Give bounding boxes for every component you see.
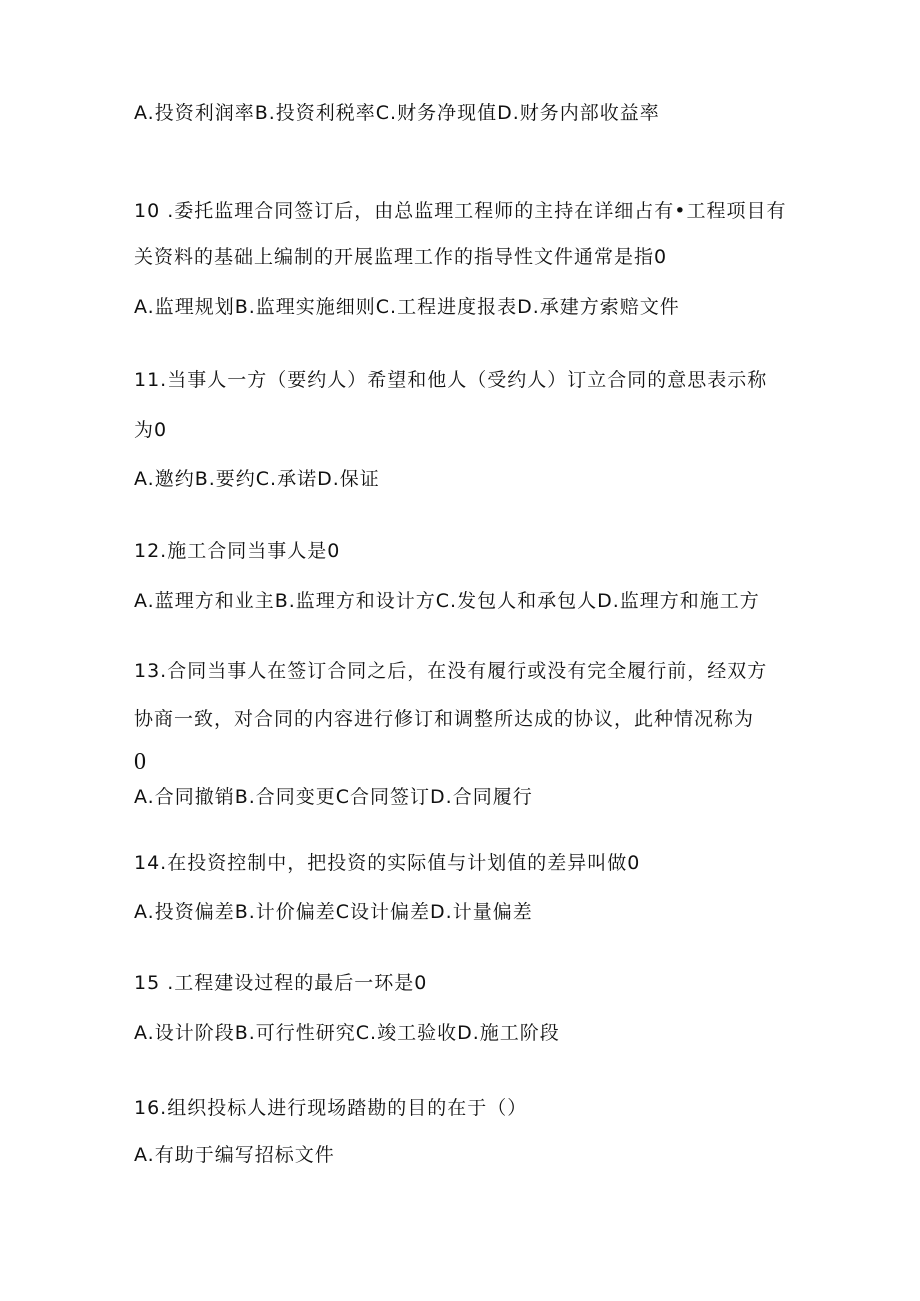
q12-stem: 12.施工合同当事人是0 xyxy=(134,540,341,562)
q14-stem: 14.在投资控制中，把投资的实际值与计划值的差异叫做0 xyxy=(134,852,641,874)
q15-options: A.设计阶段B.可行性研究C.竣工验收D.施工阶段 xyxy=(134,1022,560,1044)
q14-options: A.投资偏差B.计价偏差C设计偏差D.计量偏差 xyxy=(134,901,533,923)
q10-stem-line2: 关资料的基础上编制的开展监理工作的指导性文件通常是指0 xyxy=(134,246,668,268)
q10-options: A.监理规划B.监理实施细则C.工程进度报表D.承建方索赔文件 xyxy=(134,296,680,318)
q15-stem: 15 .工程建设过程的最后一环是0 xyxy=(134,972,428,994)
q13-options: A.合同撤销B.合同变更C合同签订D.合同履行 xyxy=(134,786,533,808)
q11-options: A.邀约B.要约C.承诺D.保证 xyxy=(134,468,380,490)
q13-stem-line2: 协商一致，对合同的内容进行修订和调整所达成的协议，此种情况称为 xyxy=(134,708,755,730)
q11-stem-line2: 为0 xyxy=(134,419,168,441)
q12-options: A.蓝理方和业主B.监理方和设计方C.发包人和承包人D.监理方和施工方 xyxy=(134,590,760,612)
q13-stem-line1: 13.合同当事人在签订合同之后，在没有履行或没有完全履行前，经双方 xyxy=(134,660,768,682)
q16-stem: 16.组织投标人进行现场踏勘的目的在于（） xyxy=(134,1097,528,1119)
q13-stem-line3: 0 xyxy=(134,749,147,775)
q11-stem-line1: 11.当事人一方（要约人）希望和他人（受约人）订立合同的意思表示称 xyxy=(134,369,768,391)
q10-stem-line1: 10 .委托监理合同签订后，由总监理工程师的主持在详细占有•工程项目有 xyxy=(134,200,787,222)
q16-option-a: A.有助于编写招标文件 xyxy=(134,1144,335,1166)
q9-options: A.投资利润率B.投资利税率C.财务净现值D.财务内部收益率 xyxy=(134,102,660,124)
